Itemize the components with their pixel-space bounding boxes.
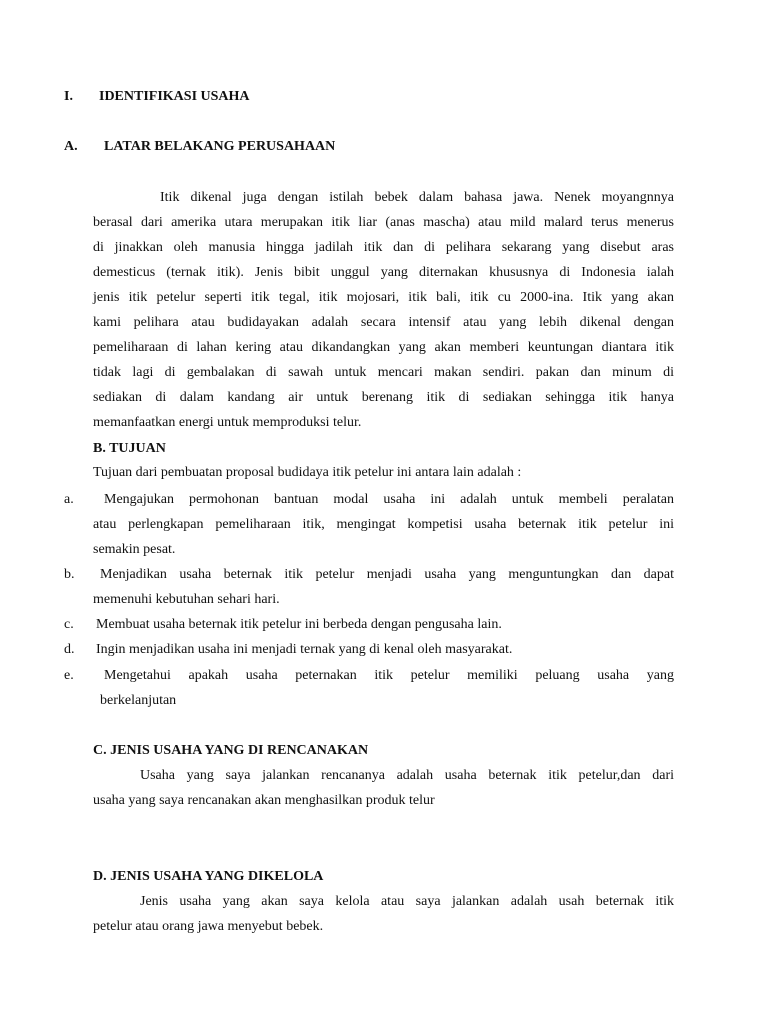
- paragraph-line: Itik dikenal juga dengan istilah bebek dalam bahasa jawa. Nenek moyangnnya: [160, 190, 674, 205]
- list-marker: d.: [64, 642, 75, 657]
- section-b-intro: Tujuan dari pembuatan proposal budidaya itik petelur ini antara lain adalah :: [93, 465, 522, 480]
- paragraph-line: demesticus (ternak itik). Jenis bibit unggul yang diternakan khususnya di Indonesia ialah: [93, 265, 674, 280]
- paragraph-line: Usaha yang saya jalankan rencananya adalah usaha beternak itik petelur,dan dari: [140, 768, 674, 783]
- paragraph-line: sediakan di dalam kandang air untuk berenang itik di sediakan sehingga itik hanya: [93, 390, 674, 405]
- list-marker: e.: [64, 668, 74, 683]
- section-d-title: D. JENIS USAHA YANG DIKELOLA: [93, 869, 324, 884]
- list-item-line: memenuhi kebutuhan sehari hari.: [93, 592, 280, 607]
- list-item-line: Menjadikan usaha beternak itik petelur menjadi usaha yang menguntungkan dan dapat: [100, 567, 674, 582]
- section-b-title: B. TUJUAN: [93, 441, 166, 456]
- paragraph-line: usaha yang saya rencanakan akan menghasilkan produk telur: [93, 793, 435, 808]
- heading-title: IDENTIFIKASI USAHA: [99, 89, 250, 104]
- section-a-number: A.: [64, 139, 78, 154]
- heading-number: I.: [64, 89, 73, 104]
- paragraph-line: di jinakkan oleh manusia hingga jadilah itik dan di pelihara sekarang yang disebut aras: [93, 240, 674, 255]
- section-c-title: C. JENIS USAHA YANG DI RENCANAKAN: [93, 743, 369, 758]
- paragraph-line: petelur atau orang jawa menyebut bebek.: [93, 919, 324, 934]
- list-marker: b.: [64, 567, 75, 582]
- paragraph-line: jenis itik petelur seperti itik tegal, itik mojosari, itik bali, itik cu 2000-ina. Itik yang akan: [93, 290, 674, 305]
- paragraph-line: Jenis usaha yang akan saya kelola atau saya jalankan adalah usah beternak itik: [140, 894, 674, 909]
- list-item-line: Ingin menjadikan usaha ini menjadi ternak yang di kenal oleh masyarakat.: [96, 642, 513, 657]
- section-a-title: LATAR BELAKANG PERUSAHAAN: [104, 139, 336, 154]
- paragraph-line: berasal dari amerika utara merupakan itik liar (anas mascha) atau mild malard terus menerus: [93, 215, 674, 230]
- paragraph-line: kami pelihara atau budidayakan adalah secara intensif atau yang lebih dikenal dengan: [93, 315, 674, 330]
- list-item-line: semakin pesat.: [93, 542, 176, 557]
- paragraph-line: memanfaatkan energi untuk memproduksi telur.: [93, 415, 362, 430]
- paragraph-line: tidak lagi di gembalakan di sawah untuk mencari makan sendiri. pakan dan minum di: [93, 365, 674, 380]
- list-item-line: Mengetahui apakah usaha peternakan itik petelur memiliki peluang usaha yang: [104, 668, 674, 683]
- list-item-line: atau perlengkapan pemeliharaan itik, mengingat kompetisi usaha beternak itik petelur ini: [93, 517, 674, 532]
- list-marker: c.: [64, 617, 74, 632]
- list-item-line: berkelanjutan: [100, 693, 177, 708]
- paragraph-line: pemeliharaan di lahan kering atau dikandangkan yang akan memberi keuntungan diantara itik: [93, 340, 674, 355]
- list-item-line: Mengajukan permohonan bantuan modal usaha ini adalah untuk membeli peralatan: [104, 492, 674, 507]
- list-item-line: Membuat usaha beternak itik petelur ini berbeda dengan pengusaha lain.: [96, 617, 502, 632]
- list-marker: a.: [64, 492, 74, 507]
